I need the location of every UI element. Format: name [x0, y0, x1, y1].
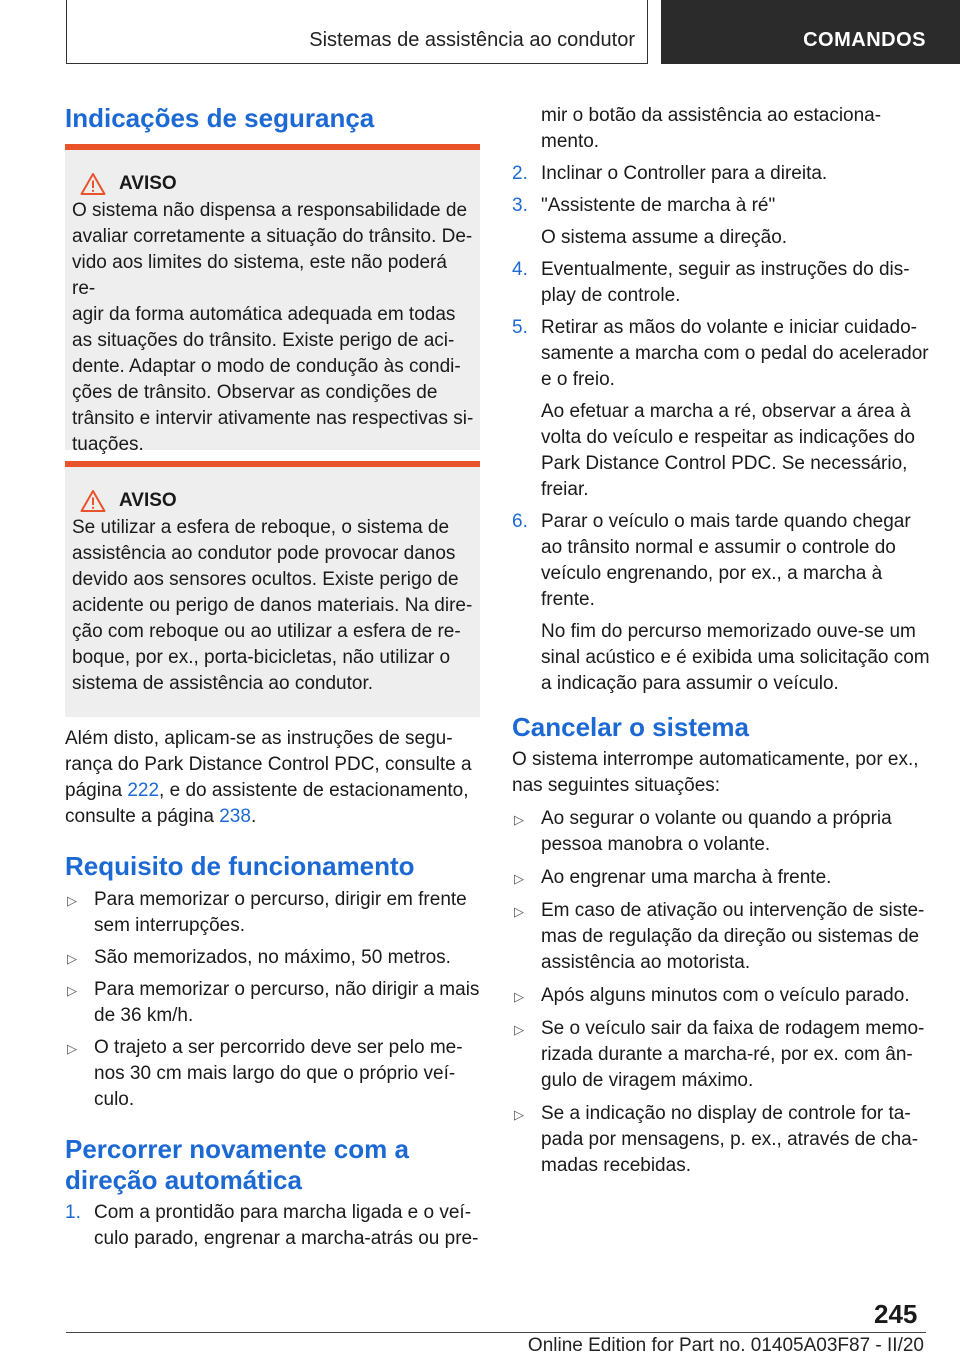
step-note-line: freiar. [541, 479, 589, 500]
header-section-box [66, 0, 648, 64]
step-note-line: No fim do percurso memorizado ouve-se um [541, 621, 916, 642]
paragraph-line: página 222, e do assistente de estacionamento, [65, 780, 469, 801]
list-item [65, 977, 480, 1029]
step-item-5 [512, 315, 932, 393]
warning-header [72, 489, 474, 513]
warning-title: AVISO [119, 173, 177, 194]
list-item [65, 1035, 480, 1113]
paragraph-line: rança do Park Distance Control PDC, consulte a [65, 754, 472, 775]
bullet-triangle-icon: ▷ [67, 951, 77, 966]
bullet-triangle-icon: ▷ [514, 1107, 524, 1122]
warning-line: devido aos sensores ocultos. Existe perigo de [72, 569, 459, 590]
list-item-line: Em caso de ativação ou intervenção de siste- [541, 900, 925, 921]
list-item-line: São memorizados, no máximo, 50 metros. [94, 947, 451, 968]
warning-line: acidente ou perigo de danos materiais. Na dire- [72, 595, 473, 616]
list-item-line: Ao segurar o volante ou quando a própria [541, 808, 892, 829]
bullet-triangle-icon: ▷ [514, 989, 524, 1004]
bullet-triangle-icon: ▷ [514, 1022, 524, 1037]
warning-line: ção com reboque ou ao utilizar a esfera de re- [72, 621, 461, 642]
step-note-line: a indicação para assumir o veículo. [541, 673, 839, 694]
list-item [512, 1101, 932, 1179]
step-item-4 [512, 257, 932, 309]
header-section-title: Sistemas de assistência ao condutor [309, 29, 635, 51]
warning-triangle-icon [80, 172, 106, 196]
step-1-continuation: mir o botão da assistência ao estaciona- mento. [541, 105, 882, 152]
step-note-line: Park Distance Control PDC. Se necessário, [541, 453, 908, 474]
bullet-triangle-icon: ▷ [514, 812, 524, 827]
warning-line: agir da forma automática adequada em todas [72, 304, 456, 325]
step-item-2 [512, 161, 932, 187]
list-item-line: Para memorizar o percurso, não dirigir a mais [94, 979, 480, 1000]
step-line: Retirar as mãos do volante e iniciar cuidado- [541, 317, 917, 338]
step-item-6 [512, 509, 932, 613]
step-line: Eventualmente, seguir as instruções do dis- [541, 259, 910, 280]
step-line: "Assistente de marcha à ré" [541, 195, 776, 216]
warning-box-1 [65, 144, 480, 455]
step-note-line: O sistema assume a direção. [541, 227, 788, 248]
footer-edition: Online Edition for Part no. 01405A03F87 - II/20 [527, 1335, 924, 1356]
list-item-line: Se o veículo sair da faixa de rodagem memo- [541, 1018, 925, 1039]
warning-line: Se utilizar a esfera de reboque, o sistema de [72, 517, 450, 538]
list-item-line: Após alguns minutos com o veículo parado. [541, 985, 910, 1006]
step-note [512, 619, 932, 697]
step-number: 1. [65, 1202, 81, 1223]
list-item [65, 887, 480, 939]
list-item-line: Ao engrenar uma marcha à frente. [541, 867, 832, 888]
warning-line: dente. Adaptar o modo de condução às condi- [72, 356, 461, 377]
list-item-line: assistência ao motorista. [541, 952, 751, 973]
warning-line: vido aos limites do sistema, este não poderá re- [72, 252, 447, 299]
warning-text [72, 515, 474, 697]
header-chapter-title: COMANDOS [803, 29, 926, 51]
step-note-line: sinal acústico e é exibida uma solicitação com [541, 647, 930, 668]
step-note-line: volta do veículo e respeitar as indicações do [541, 427, 915, 448]
paragraph-line: consulte a página 238. [65, 806, 257, 827]
step-line: ao trânsito normal e assumir o controle do [541, 537, 896, 558]
list-item-line: pessoa manobra o volante. [541, 834, 771, 855]
warning-line: avaliar corretamente a situação do trânsito. De- [72, 226, 473, 247]
list-item-line: Se a indicação no display de controle for ta- [541, 1103, 911, 1124]
steps-list-left [65, 1200, 480, 1252]
step-line: veículo engrenando, por ex., a marcha à [541, 563, 883, 584]
warning-box-2 [65, 461, 480, 717]
warning-text [72, 198, 474, 458]
list-item-line: mas de regulação da direção ou sistemas de [541, 926, 920, 947]
step-note [512, 399, 932, 503]
warning-header [72, 172, 474, 196]
list-item-line: nos 30 cm mais largo do que o próprio veí- [94, 1063, 456, 1084]
warning-title: AVISO [119, 490, 177, 511]
warning-line: sistema de assistência ao condutor. [72, 673, 374, 694]
intro-paragraph [65, 726, 480, 830]
cancel-list [512, 806, 932, 1179]
list-item [512, 806, 932, 858]
bullet-triangle-icon: ▷ [514, 904, 524, 919]
warning-line: O sistema não dispensa a responsabilidade de [72, 200, 468, 221]
step-number: 5. [512, 317, 528, 338]
warning-line: as situações do trânsito. Existe perigo de aci- [72, 330, 455, 351]
warning-triangle-icon [80, 489, 106, 513]
heading-safety: Indicações de segurança [65, 103, 375, 133]
step-number: 6. [512, 511, 528, 532]
warning-line: tuações. [72, 434, 144, 455]
list-item-line: culo. [94, 1089, 135, 1110]
list-item-line: rizada durante a marcha-ré, por ex. com ân- [541, 1044, 913, 1065]
warning-line: assistência ao condutor pode provocar danos [72, 543, 456, 564]
page-link-238[interactable]: 238 [219, 806, 251, 827]
bullet-triangle-icon: ▷ [67, 1041, 77, 1056]
step-number: 2. [512, 163, 528, 184]
list-item-line: Para memorizar o percurso, dirigir em frente [94, 889, 467, 910]
bullet-triangle-icon: ▷ [67, 893, 77, 908]
list-item [512, 1016, 932, 1094]
step-line: samente a marcha com o pedal do acelerador [541, 343, 929, 364]
step-item-3 [512, 193, 932, 219]
list-item-line: gulo de viragem máximo. [541, 1070, 754, 1091]
heading-requirements: Requisito de funcionamento [65, 851, 415, 881]
list-item-line: sem interrupções. [94, 915, 246, 936]
step-line: Parar o veículo o mais tarde quando chegar [541, 511, 911, 532]
list-item [512, 865, 932, 891]
step-line: play de controle. [541, 285, 681, 306]
heading-cancel: Cancelar o sistema [512, 712, 750, 742]
step-line: Inclinar o Controller para a direita. [541, 163, 828, 184]
step-number: 4. [512, 259, 528, 280]
warning-line: trânsito e intervir ativamente nas respectivas si- [72, 408, 474, 429]
step-note-line: Ao efetuar a marcha a ré, observar a área à [541, 401, 911, 422]
list-item [512, 898, 932, 976]
bullet-triangle-icon: ▷ [67, 983, 77, 998]
footer-divider [66, 1332, 926, 1333]
header-chapter-box [661, 0, 960, 64]
bullet-triangle-icon: ▷ [514, 871, 524, 886]
step-line: e o freio. [541, 369, 615, 390]
list-item-line: O trajeto a ser percorrido deve ser pelo me- [94, 1037, 463, 1058]
warning-line: ções de trânsito. Observar as condições de [72, 382, 438, 403]
page-link-222[interactable]: 222 [127, 780, 160, 801]
list-item-line: pada por mensagens, p. ex., através de cha- [541, 1129, 919, 1150]
step-note [512, 225, 932, 251]
step-line: frente. [541, 589, 595, 610]
step-number: 3. [512, 195, 528, 216]
heading-repeat-route: Percorrer novamente com a direção automática [65, 1134, 409, 1195]
paragraph-line: Além disto, aplicam-se as instruções de segu- [65, 728, 453, 749]
page-number: 245 [874, 1299, 918, 1329]
list-item [512, 983, 932, 1009]
requirements-list [65, 887, 480, 1113]
warning-line: boque, por ex., porta-bicicletas, não utilizar o [72, 647, 451, 668]
list-item-line: madas recebidas. [541, 1155, 691, 1176]
steps-list-right [512, 103, 932, 697]
step-item-1: 1. Com a prontidão para marcha ligada e o veí- culo parado, engrenar a marcha-atrás ou pre- [65, 1202, 479, 1249]
cancel-intro: O sistema interrompe automaticamente, por ex., nas seguintes situações: [512, 749, 919, 796]
list-item-line: de 36 km/h. [94, 1005, 194, 1026]
list-item [65, 945, 480, 971]
